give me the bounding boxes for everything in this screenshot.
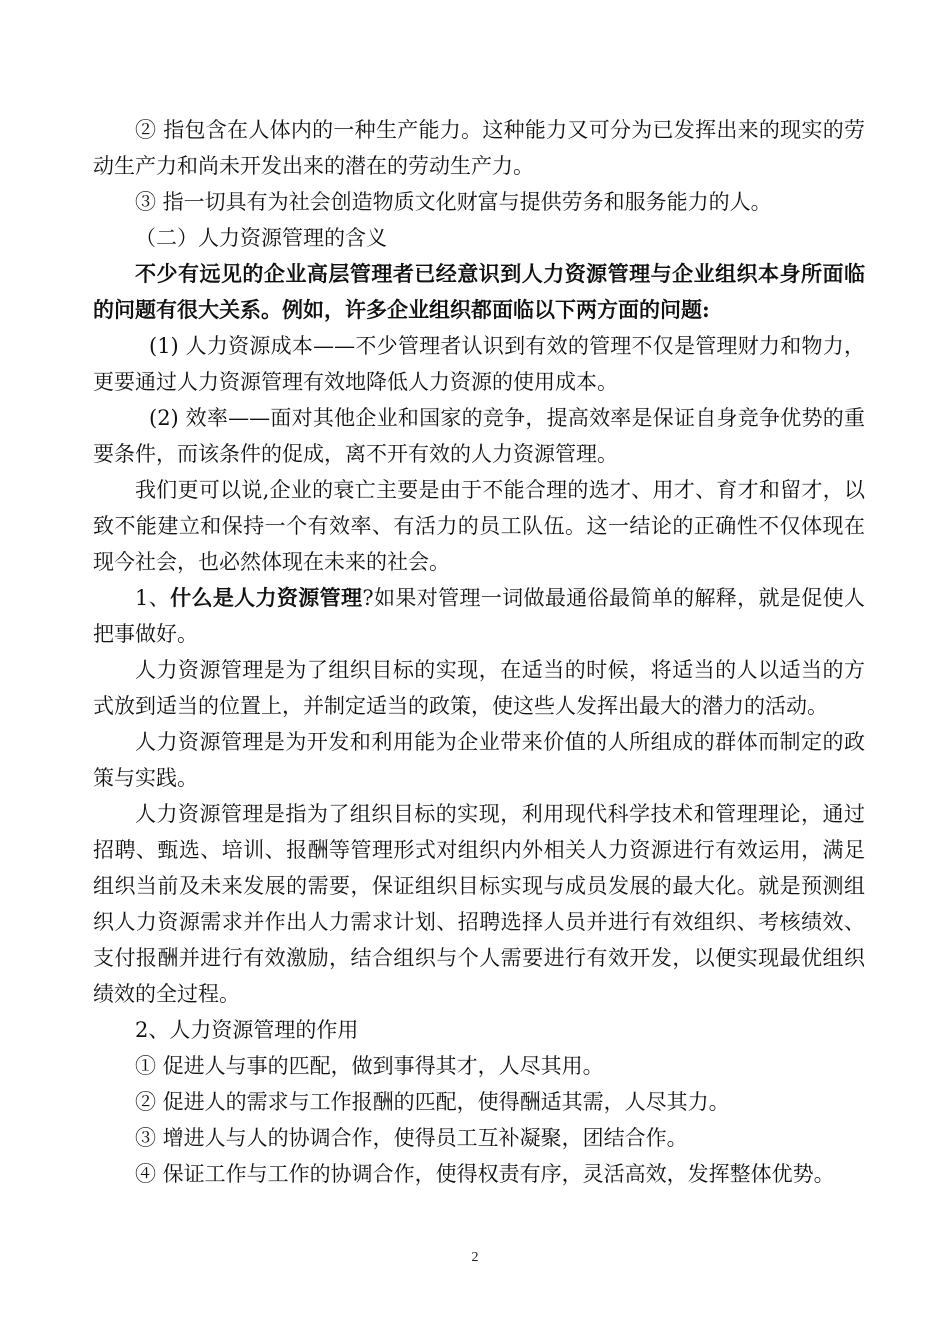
section-heading-hrm-meaning: （二）人力资源管理的含义 <box>135 226 387 250</box>
bold-term: 什么是人力资源管理 <box>170 585 363 610</box>
item-number: 1、 <box>135 586 171 610</box>
list-item-role-1: ① 促进人与事的匹配，做到事得其才，人尽其用。 <box>135 1054 604 1078</box>
paragraph-hrm-definition-1: 人力资源管理是为了组织目标的实现，在适当的时候，将适当的人以适当的方式放到适当的位置上，并制定适当的政策，使这些人发挥出最大的潜力的活动。 <box>93 658 865 718</box>
list-item-hr-cost: (1) 人力资源成本——不少管理者认识到有效的管理不仅是管理财力和物力，更要通过人力资源管理有效地降低人力资源的使用成本。 <box>93 334 865 394</box>
paragraph-what-is-hrm <box>93 580 865 652</box>
paragraph-potential-capacity: ② 指包含在人体内的一种生产能力。这种能力又可分为已发挥出来的现实的劳动生产力和尚未开发出来的潜在的劳动生产力。 <box>93 118 865 178</box>
paragraph-enterprise-decline: 我们更可以说,企业的衰亡主要是由于不能合理的选才、用才、育才和留才，以致不能建立和保持一个有效率、有活力的员工队伍。这一结论的正确性不仅体现在现今社会，也必然体现在未来的社会。 <box>93 478 865 574</box>
page-number: 2 <box>471 1250 479 1265</box>
section-heading-hrm-role: 2、人力资源管理的作用 <box>135 1018 359 1042</box>
paragraph-hrm-definition-2: 人力资源管理是为开发和利用能为企业带来价值的人所组成的群体而制定的政策与实践。 <box>93 730 865 790</box>
paragraph-executive-awareness: 不少有远见的企业高层管理者已经意识到人力资源管理与企业组织本身所面临的问题有很大关系。例如，许多企业组织都面临以下两方面的问题: <box>93 261 865 322</box>
list-item-role-4: ④ 保证工作与工作的协调合作，使得权责有序，灵活高效，发挥整体优势。 <box>135 1162 835 1186</box>
document-body <box>93 112 865 1192</box>
list-item-role-2: ② 促进人的需求与工作报酬的匹配，使得酬适其需，人尽其力。 <box>135 1090 730 1114</box>
paragraph-human-definition: ③ 指一切具有为社会创造物质文化财富与提供劳务和服务能力的人。 <box>135 190 772 214</box>
list-item-role-3: ③ 增进人与人的协调合作，使得员工互补凝聚，团结合作。 <box>135 1126 688 1150</box>
list-item-efficiency: (2) 效率——面对其他企业和国家的竞争，提高效率是保证自身竞争优势的重要条件，而该条件的促成，离不开有效的人力资源管理。 <box>93 406 865 466</box>
definition-text: ?如果对管理一词做最通俗最简单的解释，就是促使人把事做好。 <box>93 586 865 646</box>
paragraph-hrm-definition-3: 人力资源管理是指为了组织目标的实现，利用现代科学技术和管理理论，通过招聘、甄选、培训、报酬等管理形式对组织内外相关人力资源进行有效运用，满足组织当前及未来发展的需要，保证组织目标实现与成员发展的最大化。就是预测组织人力资源需求并作出人力需求计划、招聘选择人员并进行有效组织、考核绩效、支付报酬并进行有效激励，结合组织与个人需要进行有效开发，以便实现最优组织绩效的全过程。 <box>93 802 865 1006</box>
